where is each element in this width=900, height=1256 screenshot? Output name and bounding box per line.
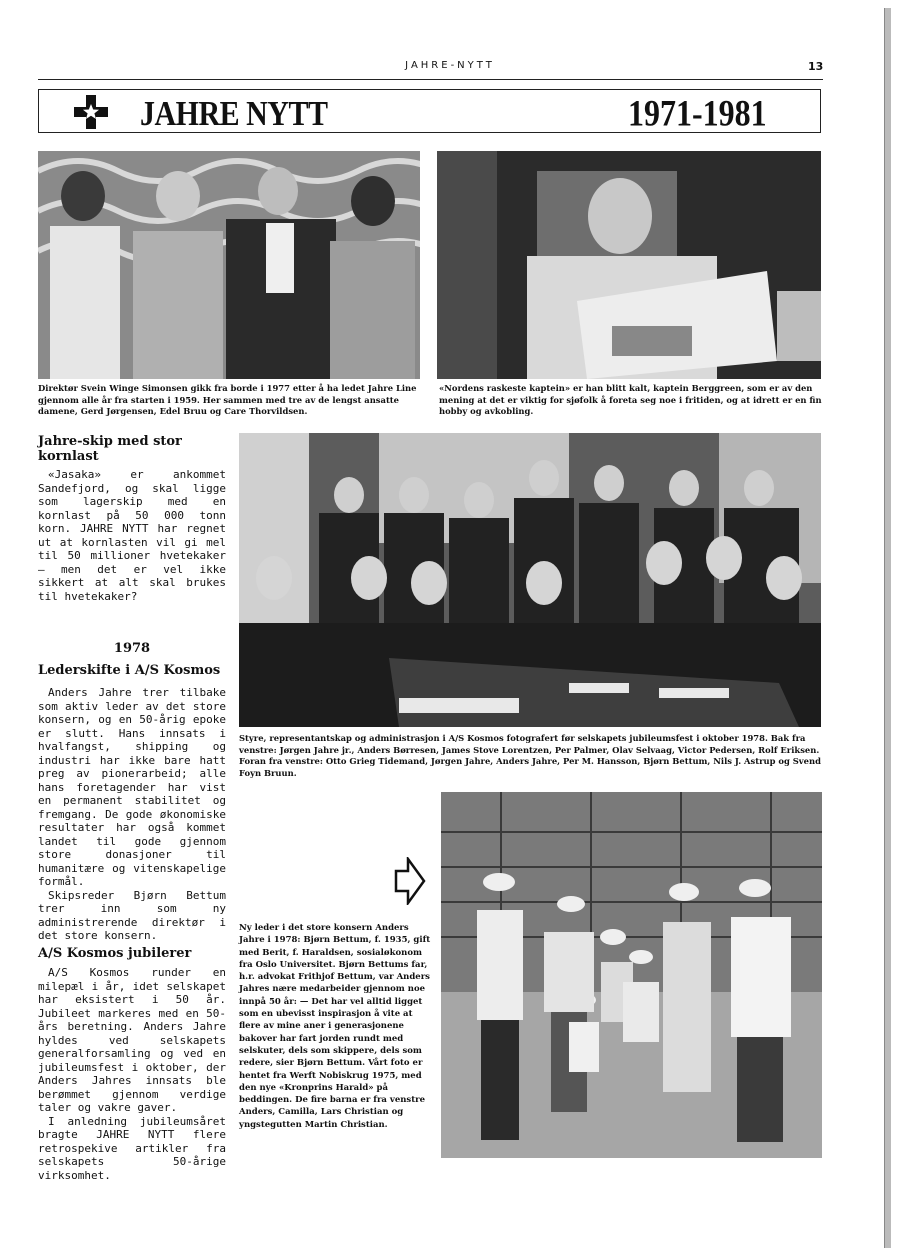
paragraph-article2-2: Skipsreder Bjørn Bettum trer inn som ny administrerende direktør i det store konsern. [38,888,226,942]
photo-four-people [38,151,420,379]
photo-board-group [239,433,821,727]
masthead-title: JAHRE NYTT [140,95,328,133]
body-article3 [38,966,226,1182]
masthead-years: 1971-1981 [628,92,767,134]
caption-photo2: «Nordens raskeste kaptein» er han blitt kalt, kaptein Berggreen, som er av den mening at det er viktig for sjøfolk å foreta seg noe i fritiden, og at idrett er en fin hobby og avkobling. [439,383,822,416]
paragraph-article3-2: I anledning jubileumsåret bragte JAHRE NYTT flere retrospekive artikler fra selskapets 50-årige virksomhet. [38,1114,226,1182]
photo-bettum-family [441,792,822,1158]
paragraph-article3-1: A/S Kosmos runder en milepæl i år, idet selskapet har eksistert i 50 år. Jubileet markeres med en 50-års beretning. Anders Jahre hyldes ved selskapets generalforsamling og ved en jubileumsfest i oktober, der Anders Jahres innsats ble berømmet gjennom verdige taler og vakre gaver. [38,966,226,1114]
page-number: 13 [808,60,824,73]
arrow-right-icon [394,857,426,905]
heading-article3: A/S Kosmos jubilerer [38,946,192,961]
heading-article1: Jahre-skip med stor kornlast [38,434,182,464]
caption-photo3: Styre, representantskap og administrasjon i A/S Kosmos fotografert før selskapets jubileumsfest i oktober 1978. Bak fra venstre: Jørgen Jahre jr., Anders Børresen, James Stove Lorentzen, Per Palmer, Olav Selvaag, Victor Pedersen, Rolf Eriksen. Foran fra venstre: Otto Grieg Tidemand, Jørgen Jahre, Anders Jahre, Per M. Hansson, Bjørn Bettum, Nils J. Astrup og Svend Foyn Bruun. [239,733,821,778]
photo-captain-newspaper [437,151,821,379]
caption-photo1: Direktør Svein Winge Simonsen gikk fra borde i 1977 etter å ha ledet Jahre Line gjennom alle år fra starten i 1959. Her sammen med tre av de lengst ansatte damene, Gerd Jørgensen, Edel Bruu og Care Thorvildsen. [38,383,417,416]
page-edge-scan-bar [884,8,891,1248]
caption-photo4: Ny leder i det store konsern Anders Jahre i 1978: Bjørn Bettum, f. 1935, gift med Berit, f. Haraldsen, sosialøkonom fra Oslo Universitet. Bjørn Bettums far, h.r. advokat Frithjof Bettum, var Anders Jahres nære medarbeider gjennom noe innpå 50 år: — Det har vel alltid ligget som en ubevisst inspirasjon å vite at flere av mine aner i generasjonene bakover har fart jorden rundt med selskuter, dels som skippere, dels som redere, sier Bjørn Bettum. Vårt foto er hentet fra Werft Nobiskrug 1975, med den nye «Kronprins Harald» på beddingen. De fire barna er fra venstre Anders, Camilla, Lars Christian og yngstegutten Martin Christian. [239,923,431,1130]
header-rule [38,79,823,80]
running-header: JAHRE-NYTT [405,60,495,71]
heading-article2: Lederskifte i A/S Kosmos [38,663,221,678]
logo-star-cross-icon [74,95,108,129]
year-1978: 1978 [113,641,151,656]
paragraph-article2-1: Anders Jahre trer tilbake som aktiv leder av det store konsern, og en 50-årig epoke er slutt. Hans innsats i hvalfangst, shipping og industri har ikke bare hatt preg av pionerarbeid; alle hans foretagender har vist en permanent stabilitet og fremgang. De gode økonomiske resultater har også kommet landet til gode gjennom store donasjoner til humanitære og vitenskapelige formål. [38,686,226,888]
body-article2 [38,686,226,943]
paragraph-article1: «Jasaka» er ankommet Sandefjord, og skal ligge som lagerskip med en kornlast på 50 000 tonn korn. JAHRE NYTT har regnet ut at kornlasten vil gi mel til 50 millioner hvetekaker — men det er vel ikke sikkert at alt skal brukes til hvetekaker? [38,468,226,603]
body-article1 [38,468,226,603]
